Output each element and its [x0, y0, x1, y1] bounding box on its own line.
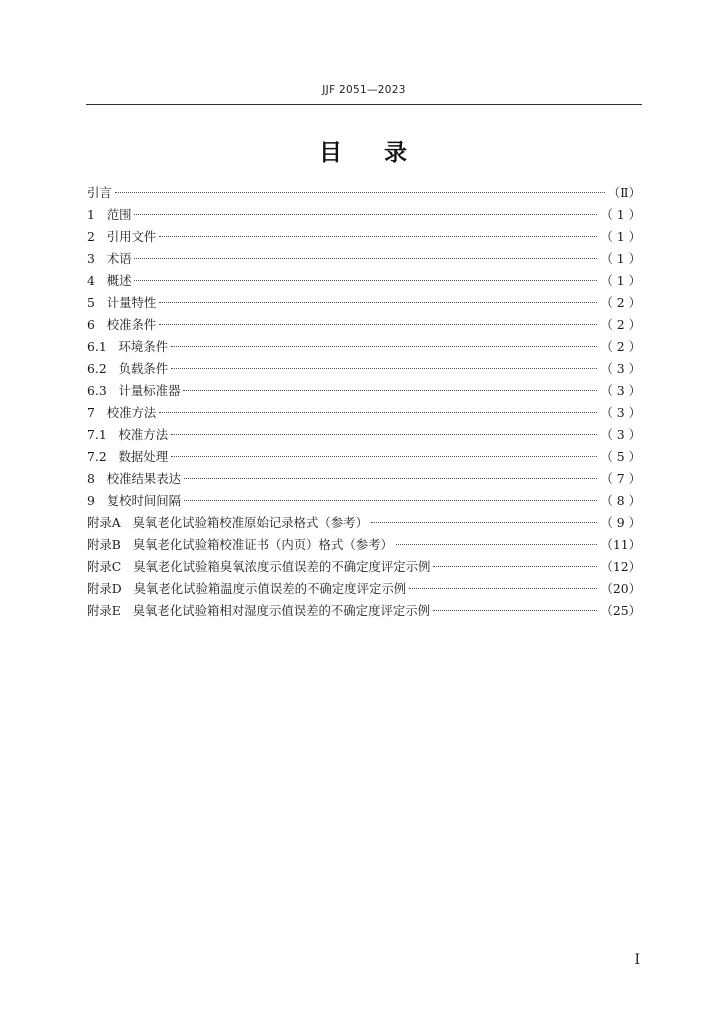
- toc-leader-dots: [159, 324, 597, 325]
- toc-leader-dots: [159, 302, 597, 303]
- toc-entry-page: （ 8 ）: [600, 493, 641, 508]
- toc-entry-label: 7.1 校准方法: [87, 427, 169, 442]
- toc-leader-dots: [159, 412, 597, 413]
- toc-leader-dots: [134, 258, 597, 259]
- toc-entry-page: （ 1 ）: [600, 251, 641, 266]
- toc-leader-dots: [134, 214, 597, 215]
- toc-entry-page: （Ⅱ）: [607, 185, 641, 200]
- toc-entry-label: 3 术语: [87, 251, 132, 266]
- toc-entry-label: 6.2 负载条件: [87, 361, 169, 376]
- toc-entry[interactable]: [87, 204, 641, 226]
- toc-entry-label: 9 复校时间间隔: [87, 493, 182, 508]
- toc-entry[interactable]: [87, 578, 641, 600]
- toc-entry-label: 附录D 臭氧老化试验箱温度示值误差的不确定度评定示例: [87, 581, 407, 596]
- toc-entry-label: 2 引用文件: [87, 229, 157, 244]
- toc-entry-page: （12）: [600, 559, 641, 574]
- toc-entry-page: （ 2 ）: [600, 339, 641, 354]
- page-number: I: [634, 952, 640, 968]
- toc-entry-page: （25）: [600, 603, 641, 618]
- toc-entry-page: （ 3 ）: [600, 383, 641, 398]
- table-of-contents: [87, 182, 641, 622]
- toc-entry-page: （20）: [600, 581, 641, 596]
- toc-entry-page: （ 1 ）: [600, 207, 641, 222]
- toc-leader-dots: [115, 192, 605, 193]
- toc-entry-page: （ 1 ）: [600, 273, 641, 288]
- toc-leader-dots: [183, 390, 597, 391]
- toc-entry-page: （ 1 ）: [600, 229, 641, 244]
- toc-entry-page: （ 7 ）: [600, 471, 641, 486]
- toc-entry-page: （ 5 ）: [600, 449, 641, 464]
- toc-entry-label: 附录B 臭氧老化试验箱校准证书（内页）格式（参考）: [87, 537, 393, 552]
- toc-leader-dots: [371, 522, 597, 523]
- toc-entry[interactable]: [87, 314, 641, 336]
- toc-entry[interactable]: [87, 336, 641, 358]
- toc-entry-label: 附录A 臭氧老化试验箱校准原始记录格式（参考）: [87, 515, 368, 530]
- toc-entry-label: 6 校准条件: [87, 317, 157, 332]
- document-code-header: JJF 2051—2023: [322, 84, 406, 96]
- toc-entry[interactable]: [87, 468, 641, 490]
- toc-entry-page: （11）: [600, 537, 641, 552]
- toc-leader-dots: [171, 368, 597, 369]
- toc-leader-dots: [159, 236, 597, 237]
- toc-entry[interactable]: [87, 534, 641, 556]
- toc-entry[interactable]: [87, 248, 641, 270]
- toc-entry[interactable]: [87, 424, 641, 446]
- toc-entry-label: 附录E 臭氧老化试验箱相对湿度示值误差的不确定度评定示例: [87, 603, 431, 618]
- toc-entry-label: 6.3 计量标准器: [87, 383, 181, 398]
- toc-leader-dots: [171, 434, 597, 435]
- toc-entry[interactable]: [87, 292, 641, 314]
- toc-entry[interactable]: [87, 270, 641, 292]
- toc-entry-label: 4 概述: [87, 273, 132, 288]
- toc-entry-label: 6.1 环境条件: [87, 339, 169, 354]
- toc-leader-dots: [396, 544, 598, 545]
- toc-entry-page: （ 3 ）: [600, 361, 641, 376]
- header-divider: [86, 104, 642, 105]
- toc-leader-dots: [171, 346, 597, 347]
- toc-entry-label: 附录C 臭氧老化试验箱臭氧浓度示值误差的不确定度评定示例: [87, 559, 431, 574]
- toc-leader-dots: [171, 456, 597, 457]
- toc-leader-dots: [433, 566, 597, 567]
- toc-entry-page: （ 3 ）: [600, 405, 641, 420]
- toc-entry[interactable]: [87, 490, 641, 512]
- toc-leader-dots: [134, 280, 597, 281]
- toc-title: 目 录: [318, 140, 410, 166]
- toc-entry-label: 5 计量特性: [87, 295, 157, 310]
- toc-entry-page: （ 9 ）: [600, 515, 641, 530]
- toc-entry[interactable]: [87, 512, 641, 534]
- toc-leader-dots: [433, 610, 597, 611]
- toc-entry[interactable]: [87, 600, 641, 622]
- toc-entry-page: （ 2 ）: [600, 295, 641, 310]
- toc-entry-label: 7.2 数据处理: [87, 449, 169, 464]
- toc-entry[interactable]: [87, 380, 641, 402]
- toc-entry[interactable]: [87, 402, 641, 424]
- toc-entry[interactable]: [87, 556, 641, 578]
- toc-entry-page: （ 2 ）: [600, 317, 641, 332]
- toc-entry[interactable]: [87, 358, 641, 380]
- toc-entry[interactable]: [87, 182, 641, 204]
- toc-entry-label: 8 校准结果表达: [87, 471, 182, 486]
- toc-entry-label: 引言: [87, 185, 112, 200]
- toc-entry-label: 1 范围: [87, 207, 132, 222]
- toc-leader-dots: [409, 588, 597, 589]
- toc-leader-dots: [184, 478, 597, 479]
- toc-entry[interactable]: [87, 226, 641, 248]
- toc-entry[interactable]: [87, 446, 641, 468]
- toc-leader-dots: [184, 500, 597, 501]
- toc-entry-page: （ 3 ）: [600, 427, 641, 442]
- toc-entry-label: 7 校准方法: [87, 405, 157, 420]
